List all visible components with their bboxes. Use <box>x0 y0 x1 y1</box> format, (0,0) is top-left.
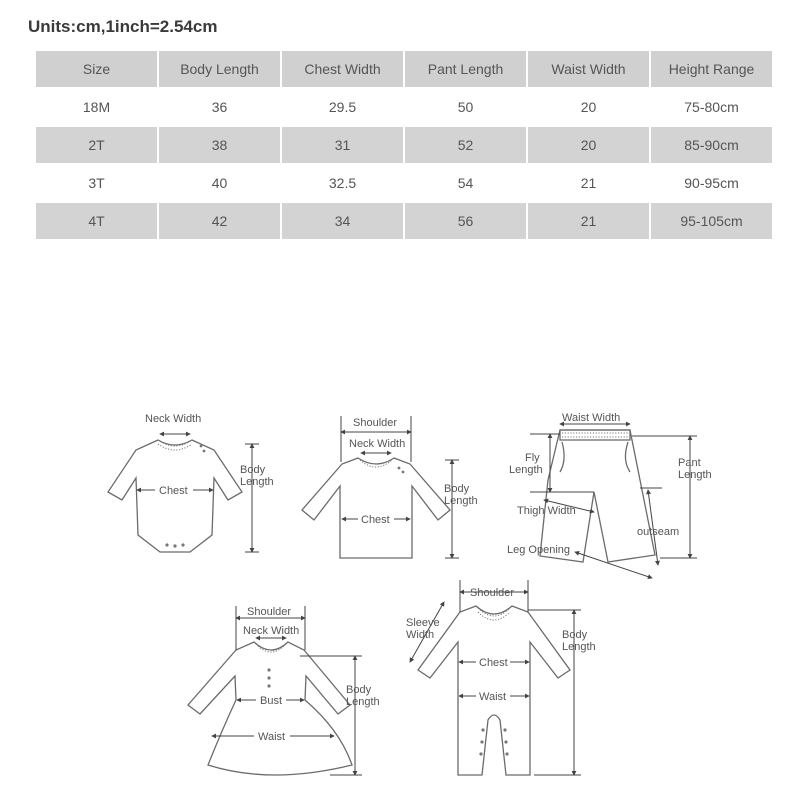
bodysuit-diagram <box>108 413 274 552</box>
pants-thigh-label: Thigh Width <box>517 505 576 517</box>
pants-outseam-label: outseam <box>637 526 680 538</box>
cell-size: 3T <box>88 175 105 191</box>
header-size: Size <box>36 51 157 87</box>
top-body-label: Body <box>444 483 470 495</box>
cell-size: 4T <box>36 203 157 239</box>
top-outline <box>302 458 450 558</box>
top-length-label: Length <box>444 495 478 507</box>
cell-height-range: 85-90cm <box>651 127 772 163</box>
top-chest-label: Chest <box>361 514 390 526</box>
dress-neck-label: Neck Width <box>243 625 300 637</box>
cell-chest-width: 32.5 <box>328 175 357 191</box>
table-header-row <box>36 51 772 87</box>
dress-bust-label: Bust <box>260 695 283 707</box>
table-row <box>36 203 772 239</box>
romper-length-label: Length <box>562 641 596 653</box>
dress-diagram <box>188 606 380 775</box>
cell-pant-length: 54 <box>457 175 474 191</box>
romper-chest-label: Chest <box>479 657 508 669</box>
romper-diagram <box>406 580 596 775</box>
cell-waist-width: 20 <box>580 99 597 115</box>
bodysuit-neck-label: Neck Width <box>145 413 202 425</box>
pants-fly-label: Fly <box>525 452 540 464</box>
cell-body-length: 42 <box>159 203 280 239</box>
bodysuit-chest-label: Chest <box>159 485 188 497</box>
table-row <box>36 165 772 201</box>
table-row <box>36 89 772 125</box>
header-waist-width: Waist Width <box>528 51 649 87</box>
header-chest-width: Chest Width <box>282 51 403 87</box>
units-note: Units:cm,1inch=2.54cm <box>28 17 218 36</box>
top-neck-label: Neck Width <box>349 438 406 450</box>
cell-chest-width: 34 <box>282 203 403 239</box>
pants-leg-label: Leg Opening <box>507 544 570 556</box>
cell-height-range: 75-80cm <box>684 99 739 115</box>
pants-pant-label: Pant <box>678 457 701 469</box>
pants-waist-label: Waist Width <box>562 412 621 424</box>
cell-size: 18M <box>82 99 111 115</box>
dress-outline <box>188 642 352 775</box>
pants-pant-length-label: Length <box>678 469 712 481</box>
cell-waist-width: 21 <box>580 175 597 191</box>
dress-length-label: Length <box>346 696 380 708</box>
romper-waist-label: Waist <box>479 691 507 703</box>
cell-pant-length: 50 <box>457 99 474 115</box>
size-chart-table <box>34 49 774 241</box>
cell-pant-length: 56 <box>405 203 526 239</box>
romper-sleeve-width-label: Width <box>406 629 435 641</box>
pants-diagram <box>507 412 712 578</box>
header-body-length: Body Length <box>159 51 280 87</box>
cell-waist-width: 21 <box>528 203 649 239</box>
top-diagram <box>302 416 478 558</box>
header-pant-length: Pant Length <box>405 51 526 87</box>
dress-shoulder-label: Shoulder <box>247 606 292 618</box>
cell-body-length: 36 <box>211 99 228 115</box>
cell-body-length: 38 <box>159 127 280 163</box>
cell-size: 2T <box>36 127 157 163</box>
header-height-range: Height Range <box>651 51 772 87</box>
bodysuit-length-label: Length <box>240 476 274 488</box>
romper-shoulder-label: Shoulder <box>470 587 515 599</box>
table-row <box>36 127 772 163</box>
cell-waist-width: 20 <box>528 127 649 163</box>
dress-waist-label: Waist <box>258 731 286 743</box>
bodysuit-body-label: Body <box>240 464 266 476</box>
romper-body-label: Body <box>562 629 588 641</box>
top-shoulder-label: Shoulder <box>353 417 398 429</box>
cell-height-range: 95-105cm <box>651 203 772 239</box>
cell-chest-width: 29.5 <box>328 99 357 115</box>
cell-height-range: 90-95cm <box>684 175 739 191</box>
romper-sleeve-label: Sleeve <box>406 617 440 629</box>
cell-pant-length: 52 <box>405 127 526 163</box>
garment-measurement-diagrams <box>0 380 800 800</box>
cell-chest-width: 31 <box>282 127 403 163</box>
cell-body-length: 40 <box>211 175 228 191</box>
pants-fly-length-label: Length <box>509 464 543 476</box>
dress-body-label: Body <box>346 684 372 696</box>
pants-outline <box>540 430 655 562</box>
